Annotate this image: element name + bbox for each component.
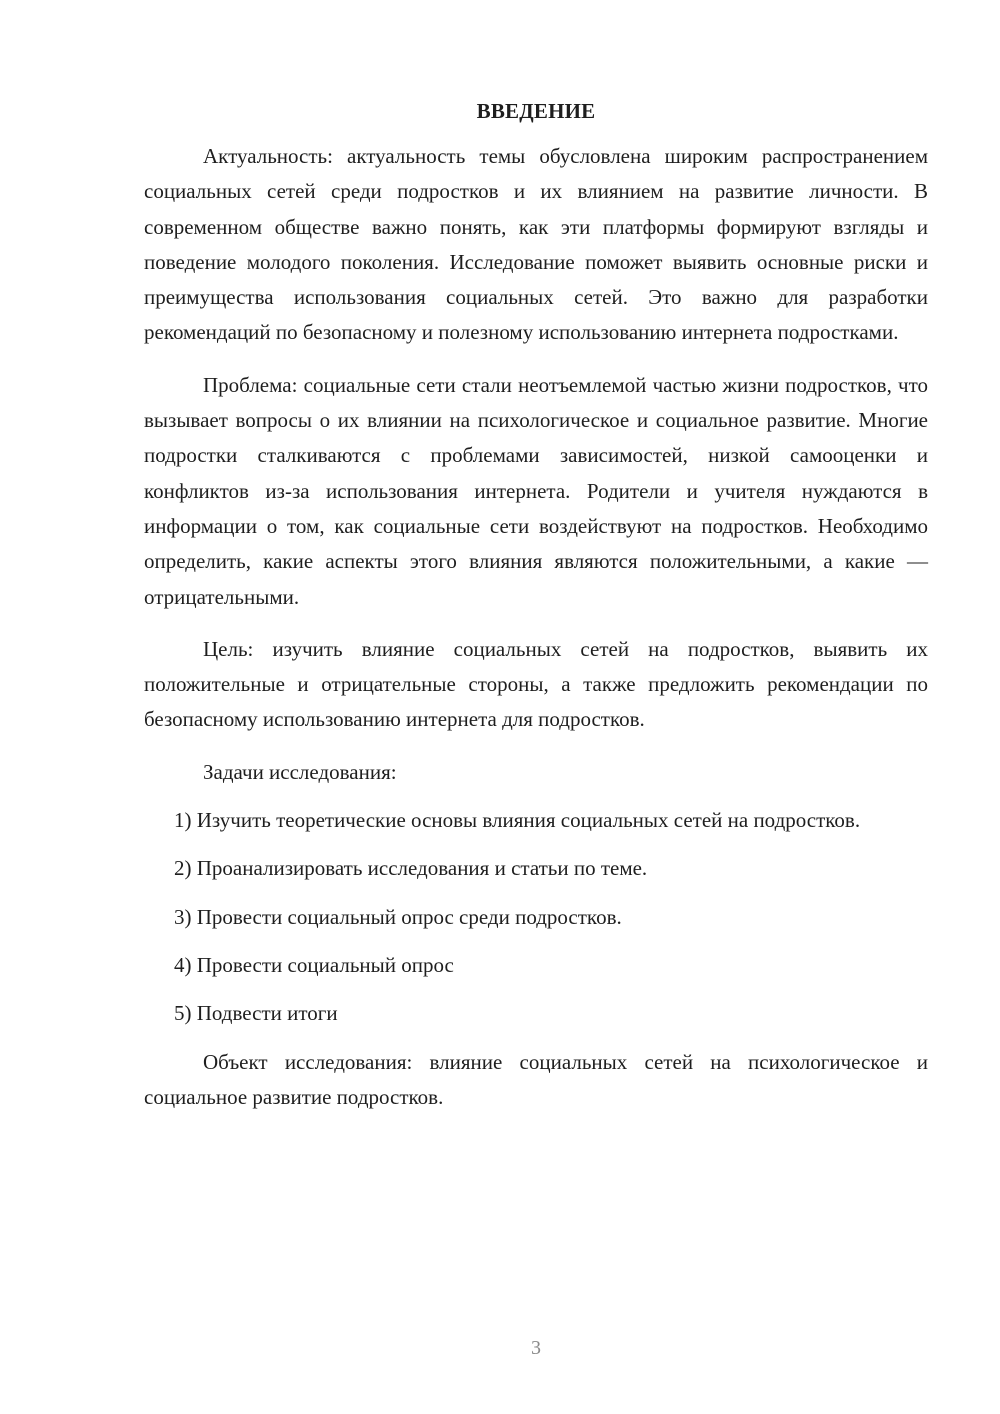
object-paragraph: Объект исследования: влияние социальных сетей на психологическое и социальное развитие подростков.: [144, 1049, 928, 1109]
task-item-3: 3) Провести социальный опрос среди подростков.: [174, 904, 622, 929]
task-item-2: 2) Проанализировать исследования и статьи по теме.: [174, 856, 648, 881]
page-number: 3: [531, 1337, 541, 1359]
section-heading: ВВЕДЕНИЕ: [476, 99, 596, 123]
goal-paragraph: Цель: изучить влияние социальных сетей на подростков, выявить их положительные и отрицательные стороны, а также предложить рекомендации по безопасному использованию интернета для подростков.: [144, 636, 928, 732]
task-item-4: 4) Провести социальный опрос: [174, 952, 454, 977]
tasks-title: Задачи исследования:: [203, 759, 397, 784]
task-item-1: 1) Изучить теоретические основы влияния социальных сетей на подростков.: [174, 808, 861, 833]
page-content: [144, 94, 928, 1125]
task-item-5: 5) Подвести итоги: [174, 1001, 338, 1026]
relevance-paragraph: Актуальность: актуальность темы обусловлена широким распространением социальных сетей среди подростков и их влиянием на развитие личности. В современном обществе важно понять, как эти платформы формируют взгляды и поведение молодого поколения. Исследование поможет выявить основные риски и преимущества использования социальных сетей. Это важно для разработки рекомендаций по безопасному и полезному использованию интернета подростками.: [144, 144, 928, 345]
problem-paragraph: Проблема: социальные сети стали неотъемлемой частью жизни подростков, что вызывает вопросы о их влиянии на психологическое и социальное развитие. Многие подростки сталкиваются с проблемами зависимостей, низкой самооценки и конфликтов из-за использования интернета. Родители и учителя нуждаются в информации о том, как социальные сети воздействуют на подростков. Необходимо определить, какие аспекты этого влияния являются положительными, а какие — отрицательными.: [144, 372, 928, 609]
